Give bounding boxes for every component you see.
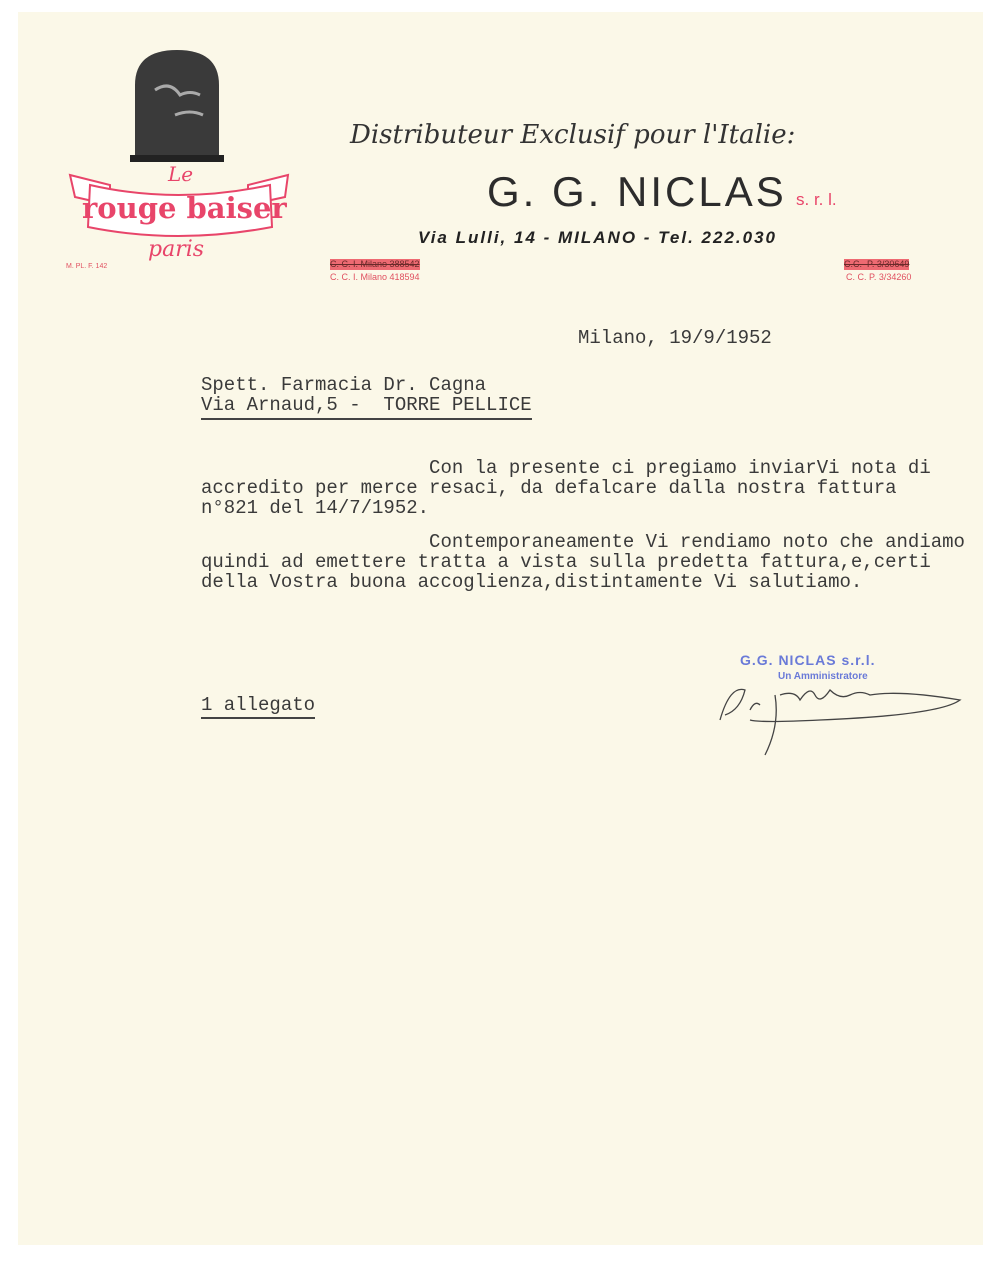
signature — [700, 665, 980, 765]
logo — [60, 45, 300, 280]
body-spacer — [201, 518, 965, 532]
postal-account-old: C.C. P. 3/30649 — [844, 259, 910, 269]
stamp-company: G.G. NICLAS s.r.l. — [740, 652, 876, 668]
bank-account: C. C. I. Milano 418594 — [330, 272, 420, 282]
body-line: n°821 del 14/7/1952. — [201, 497, 430, 519]
logo-code: M. PL. F. 142 — [66, 263, 108, 270]
logo-brand: rouge baiser — [82, 191, 287, 225]
letter-body — [201, 458, 965, 592]
stamp-role: Un Amministratore — [778, 671, 868, 682]
body-line: della Vostra buona accoglienza,distintamente Vi salutiamo. — [201, 571, 863, 593]
body-line: quindi ad emettere tratta a vista sulla predetta fattura,e,certi — [201, 551, 931, 573]
logo-le: Le — [168, 162, 194, 186]
letter-date: Milano, 19/9/1952 — [578, 327, 772, 349]
body-line: Contemporaneamente Vi rendiamo noto che andiamo — [201, 531, 965, 553]
company-suffix: s. r. l. — [796, 190, 837, 209]
company-name: G. G. NICLAS — [487, 168, 787, 215]
recipient-address: Via Arnaud,5 - TORRE PELLICE — [201, 395, 532, 420]
enclosure-note: 1 allegato — [201, 695, 315, 719]
body-line: accredito per merce resaci, da defalcare dalla nostra fattura — [201, 477, 897, 499]
tagline: Distributeur Exclusif pour l'Italie: — [350, 120, 796, 150]
recipient-name: Spett. Farmacia Dr. Cagna — [201, 374, 487, 396]
company-address: Via Lulli, 14 - MILANO - Tel. 222.030 — [418, 228, 777, 247]
body-line: Con la presente ci pregiamo inviarVi nota di — [201, 457, 931, 479]
logo-city: paris — [148, 237, 205, 262]
bank-account-old: C. C. I. Milano 388542 — [330, 259, 420, 269]
postal-account: C. C. P. 3/34260 — [846, 272, 912, 282]
